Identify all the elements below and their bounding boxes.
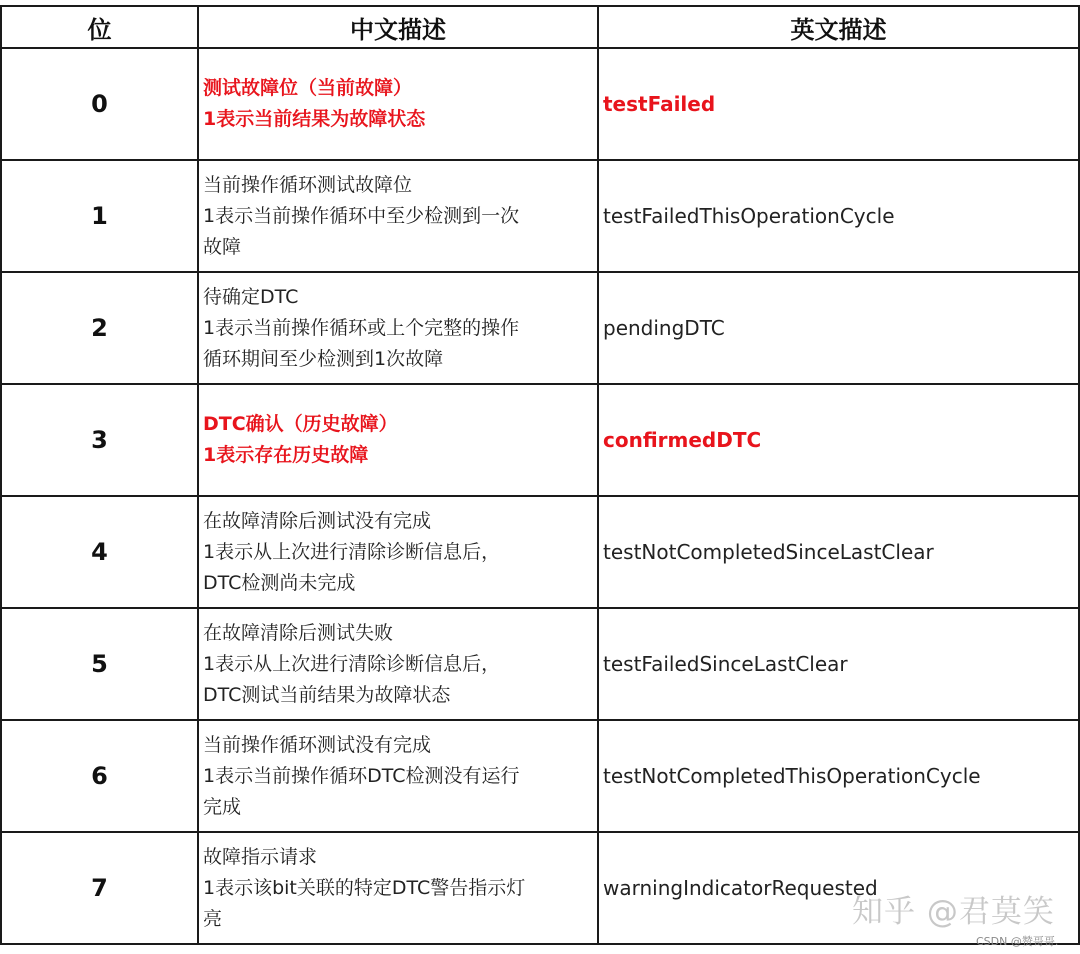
table-row [1, 496, 1079, 608]
chinese-description [198, 272, 598, 384]
description-line: 测试故障位（当前故障） [203, 77, 413, 99]
english-description: pendingDTC [598, 272, 1079, 384]
description-line: 1表示当前操作循环中至少检测到一次 [203, 204, 520, 227]
description-line: 当前操作循环测试故障位 [203, 173, 413, 196]
table-row [1, 272, 1079, 384]
chinese-description [198, 832, 598, 944]
description-line: 1表示当前操作循环或上个完整的操作 [203, 316, 520, 339]
bit-number: 0 [1, 48, 198, 160]
description-line: 在故障清除后测试失败 [203, 621, 394, 644]
description-line: 待确定DTC [203, 285, 299, 308]
description-line: 循环期间至少检测到1次故障 [203, 347, 444, 370]
csdn-credit: CSDN @赞哥哥. [976, 935, 1059, 948]
english-description: warningIndicatorRequested [598, 832, 1079, 944]
zhihu-watermark: 知乎 @君莫笑 [852, 894, 1055, 930]
bit-number: 5 [1, 608, 198, 720]
description-line: 1表示该bit关联的特定DTC警告指示灯 [203, 876, 526, 899]
chinese-description [198, 608, 598, 720]
english-description: testNotCompletedThisOperationCycle [598, 720, 1079, 832]
bit-number: 6 [1, 720, 198, 832]
chinese-description [198, 496, 598, 608]
chinese-description [198, 384, 598, 496]
dtc-status-bit-table [0, 5, 1080, 945]
english-description: confirmedDTC [598, 384, 1079, 496]
chinese-description [198, 48, 598, 160]
description-line: DTC测试当前结果为故障状态 [203, 683, 451, 706]
description-line: 1表示当前结果为故障状态 [203, 108, 426, 130]
header-chinese-description: 中文描述 [198, 6, 598, 48]
table-row [1, 384, 1079, 496]
chinese-description [198, 160, 598, 272]
english-description: testFailedThisOperationCycle [598, 160, 1079, 272]
description-line: 故障 [203, 235, 242, 258]
table-row [1, 160, 1079, 272]
bit-number: 4 [1, 496, 198, 608]
bit-number: 3 [1, 384, 198, 496]
header-english-description: 英文描述 [598, 6, 1079, 48]
bit-number: 1 [1, 160, 198, 272]
header-bit: 位 [1, 6, 198, 48]
description-line: 1表示当前操作循环DTC检测没有运行 [203, 764, 520, 787]
description-line: 1表示从上次进行清除诊断信息后， [203, 652, 501, 675]
description-line: 1表示存在历史故障 [203, 444, 369, 466]
description-line: DTC检测尚未完成 [203, 571, 356, 594]
description-line: 故障指示请求 [203, 845, 318, 868]
description-line: 1表示从上次进行清除诊断信息后， [203, 540, 501, 563]
table-row [1, 48, 1079, 160]
table-row [1, 608, 1079, 720]
bit-number: 7 [1, 832, 198, 944]
description-line: 在故障清除后测试没有完成 [203, 509, 432, 532]
chinese-description [198, 720, 598, 832]
english-description: testFailed [598, 48, 1079, 160]
description-line: 完成 [203, 795, 242, 818]
header-row [1, 6, 1079, 48]
bit-number: 2 [1, 272, 198, 384]
english-description: testFailedSinceLastClear [598, 608, 1079, 720]
description-line: 亮 [203, 907, 223, 930]
description-line: DTC确认（历史故障） [203, 413, 398, 435]
description-line: 当前操作循环测试没有完成 [203, 733, 432, 756]
table-row [1, 720, 1079, 832]
english-description: testNotCompletedSinceLastClear [598, 496, 1079, 608]
